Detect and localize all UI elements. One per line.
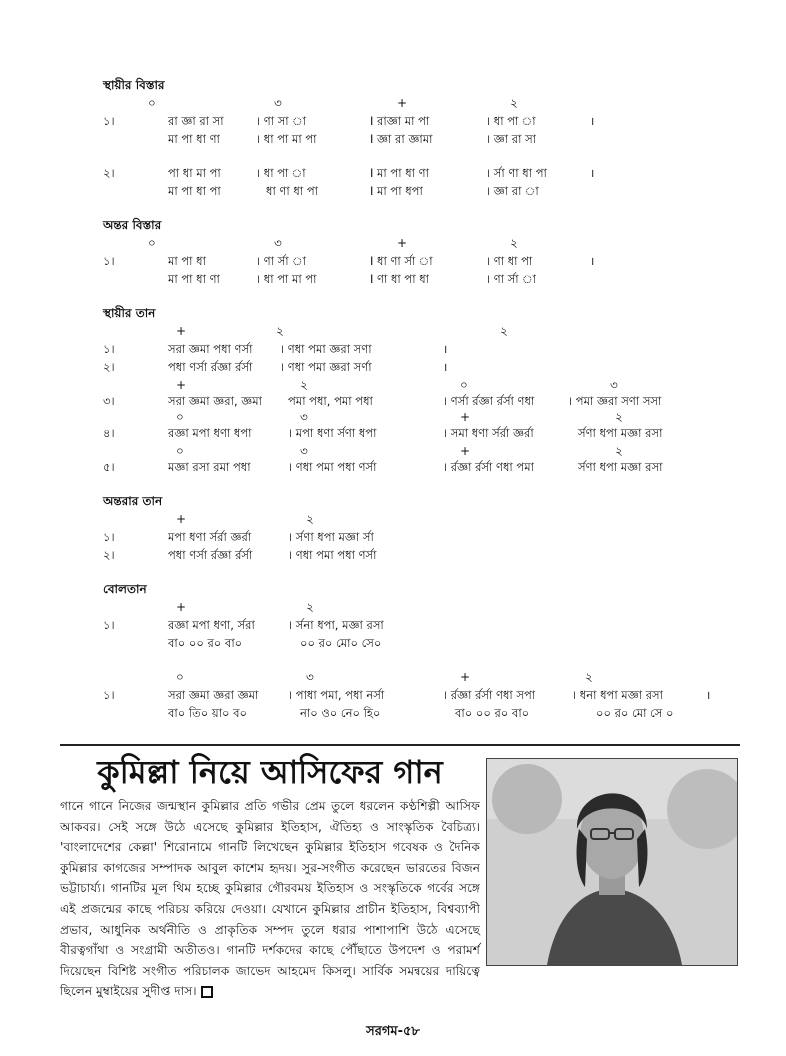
notation-cell: । ণধা পমা পধা ণর্সা (288, 460, 377, 474)
notation-cell: । র্সণা ধপা মজ্ঞা র্সা (288, 530, 374, 544)
taal-marker: ০ (460, 378, 468, 392)
taal-marker: ২ (585, 670, 593, 684)
bol-cell: বা০ ০০ র০ বা০ (455, 706, 530, 720)
sthayi-taan-heading: স্থায়ীর তান (103, 306, 156, 320)
notation-cell: মজ্ঞা রসা রমা পধা (168, 460, 251, 474)
taal-marker: + (176, 600, 187, 614)
taal-marker: ০ (176, 670, 184, 684)
notation-cell: র্সণা ধপা মজ্ঞা রসা (578, 460, 663, 474)
row-number: ২। (103, 166, 115, 180)
notation-cell: । ধা পা া (486, 114, 536, 128)
notation-cell: । ধা পা মা পা (256, 272, 317, 286)
taal-marker: ৩ (274, 236, 282, 250)
bar-line: । (590, 166, 595, 180)
notation-cell: । জ্ঞা রা সা (486, 132, 537, 146)
notation-cell: । ণা সা া (256, 114, 306, 128)
notation-cell: মপা ধণা র্সর্রা জ্ঞর্রা (168, 530, 252, 544)
notation-cell: সরা জ্ঞমা জ্ঞরা, জ্ঞমা (168, 394, 263, 408)
notation-cell: । র্সা ণা ধা পা (486, 166, 547, 180)
notation-cell: মা পা ধা (168, 254, 206, 268)
row-number: ২। (103, 360, 115, 374)
article-text: গানে গানে নিজের জন্মস্থান কুমিল্লার প্রতি গভীর প্রেম তুলে ধরলেন কণ্ঠশিল্পী আসিফ আকবর। সেই সঙ্গে উঠে এসেছে কুমিল্লার ইতিহাস, ঐতিহ্য ও সাংস্কৃতিক বৈচিত্র্য। 'বাংলাদেশের কেল্লা' শিরোনামে গানটি লিখেছেন কুমিল্লার ইতিহাস গবেষক ও দৈনিক কুমিল্লার কাগজের সম্পাদক আবুল কাশেম হৃদয়। সুর-সংগীত করেছেন ভারতের বিজন ভট্টাচার্য্য। গানটির মূল থিম হচ্ছে কুমিল্লার গৌরবময় ইতিহাস ও সংস্কৃতিকে গর্বের সঙ্গে এই প্রজন্মের কাছে পরিচয় করিয়ে দেওয়া। যেখানে কুমিল্লার প্রাচীন ইতিহাস, বিশ্বব্যাপী প্রভাব, আধুনিক অর্থনীতি ও প্রাকৃতিক সম্পদ তুলে ধরার পাশাপাশি উঠে এসেছে বীরত্বগাঁথা ও সংগ্রামী অতীতও। গানটি দর্শকদের কাছে পৌঁছাতে উপদেশ ও পরামর্শ দিয়েছেন বিশিষ্ট সংগীত পরিচালক জাভেদ আহমেদ কিসলু। সার্বিক সমন্বয়ের দায়িত্বে ছিলেন মুম্বাইয়ের সুদীপ্ত দাস। (60, 799, 480, 999)
notation-cell: । পমা জ্ঞরা সণা সসা (568, 394, 662, 408)
notation-cell: I মা পা ধা ণা (370, 166, 429, 180)
taal-marker: ৩ (300, 410, 308, 424)
notation-cell: র্সণা ধপা মজ্ঞা রসা (578, 426, 663, 440)
antara-taan-heading: অন্তরার তান (103, 494, 163, 508)
taal-marker: + (460, 410, 471, 424)
taal-marker: ৩ (274, 96, 282, 110)
sthayi-bistar-heading: স্থায়ীর বিস্তার (103, 78, 165, 92)
notation-cell: । ধনা ধপা মজ্ঞা রসা (572, 688, 663, 702)
notation-cell: । ণা র্সা া (256, 254, 306, 268)
section-divider (60, 744, 740, 746)
taal-marker: + (460, 670, 471, 684)
notation-cell: I মা পা ধপা (370, 184, 423, 198)
notation-cell: সরা জ্ঞমা জ্ঞরা জ্ঞমা (168, 688, 259, 702)
bar-line: । (590, 254, 595, 268)
notation-cell: । জ্ঞা রা া (486, 184, 539, 198)
bar-line: । (443, 342, 448, 356)
notation-cell: । ণা ধা পা (486, 254, 533, 268)
bol-cell: বা০ তি০ য়া০ ব০ (168, 706, 248, 720)
row-number: ১। (103, 254, 115, 268)
notation-cell: সরা জ্ঞমা পধা ণর্সা (168, 342, 253, 356)
taal-marker: ০ (148, 236, 156, 250)
notation-cell: । মপা ধণা র্সণা ধপা (288, 426, 377, 440)
row-number: ১। (103, 618, 115, 632)
bol-cell: ০০ র০ মো সে ০ (596, 706, 674, 720)
end-mark-icon (201, 986, 213, 998)
notation-cell: । ণর্সা র্রজ্ঞা র্রর্সা ণধা (443, 394, 535, 408)
taal-marker: + (176, 324, 187, 338)
bar-line: । (706, 688, 711, 702)
article-body (60, 796, 480, 1002)
notation-cell: পধা ণর্সা র্রজ্ঞা র্রর্সা (168, 548, 253, 562)
notation-cell: মা পা ধা পা (168, 184, 221, 198)
row-number: ১। (103, 530, 115, 544)
article-title: কুমিল্লা নিয়ে আসিফের গান (97, 753, 443, 791)
taal-marker: + (176, 378, 187, 392)
row-number: ৫। (103, 460, 115, 474)
taal-marker: ০ (176, 444, 184, 458)
notation-cell: । ণধা পমা পধা ণর্সা (288, 548, 377, 562)
taal-marker: ৩ (300, 444, 308, 458)
notation-cell: । পাধা পমা, পধা নর্সা (288, 688, 385, 702)
taal-marker: ০ (176, 410, 184, 424)
taal-marker: ২ (300, 378, 308, 392)
notation-cell: । ণধা পমা জ্ঞরা সণা (280, 342, 372, 356)
taal-marker: ২ (306, 600, 314, 614)
taal-marker: ২ (615, 444, 623, 458)
bar-line: । (590, 114, 595, 128)
row-number: ৪। (103, 426, 115, 440)
notation-cell: । সমা ধণা র্সর্রা জ্ঞর্রা (443, 426, 534, 440)
notation-cell: I জ্ঞা রা জ্ঞামা (370, 132, 433, 146)
taal-marker: ৩ (610, 378, 618, 392)
singer-photo (486, 758, 738, 966)
bol-cell: না০ ও০ নে০ হি০ (300, 706, 381, 720)
row-number: ৩। (103, 394, 115, 408)
taal-marker: + (397, 236, 408, 250)
notation-cell: । ধা পা া (256, 166, 306, 180)
row-number: ১। (103, 342, 115, 356)
taal-marker: ০ (148, 96, 156, 110)
notation-cell: I রাজ্ঞা মা পা (370, 114, 430, 128)
notation-cell: I ধা ণা র্সা া (370, 254, 433, 268)
notation-cell: রজ্ঞা মপা ধণা ধপা (168, 426, 252, 440)
taal-marker: + (397, 96, 408, 110)
taal-marker: ২ (510, 96, 518, 110)
page-number: সরগম-৫৮ (366, 1024, 420, 1039)
bol-cell: বা০ ০০ র০ বা০ (168, 636, 243, 650)
taal-marker: ২ (306, 512, 314, 526)
row-number: ১। (103, 688, 115, 702)
notation-cell: I ণা ধা পা ধা (370, 272, 430, 286)
taal-marker: ৩ (306, 670, 314, 684)
notation-cell: । র্রজ্ঞা র্রর্সা ণধা পমা (443, 460, 534, 474)
notation-cell: । ণা র্সা া (486, 272, 536, 286)
notation-cell: রা জ্ঞা রা সা (168, 114, 224, 128)
taal-marker: ২ (276, 324, 284, 338)
boltaan-heading: বোলতান (103, 582, 147, 596)
notation-cell: ধা ণা ধা পা (266, 184, 318, 198)
notation-cell: পা ধা মা পা (168, 166, 221, 180)
antara-bistar-heading: অন্তর বিস্তার (103, 218, 162, 232)
notation-cell: । ধা পা মা পা (256, 132, 317, 146)
bar-line: । (443, 360, 448, 374)
notation-cell: পমা পধা, পমা পধা (288, 394, 373, 408)
taal-marker: + (460, 444, 471, 458)
notation-cell: । র্সনা ধপা, মজ্ঞা রসা (288, 618, 384, 632)
row-number: ২। (103, 548, 115, 562)
notation-cell: মা পা ধা ণা (168, 272, 220, 286)
notation-cell: । ণধা পমা জ্ঞরা সর্ণা (280, 360, 372, 374)
portrait-illustration (487, 759, 737, 965)
taal-marker: ২ (510, 236, 518, 250)
notation-cell: মা পা ধা ণা (168, 132, 220, 146)
bol-cell: ০০ র০ মো০ সে০ (300, 636, 382, 650)
notation-cell: । র্রজ্ঞা র্রর্সা ণধা সপা (443, 688, 536, 702)
taal-marker: + (176, 512, 187, 526)
notation-cell: পধা ণর্সা র্রজ্ঞা র্রর্সা (168, 360, 253, 374)
row-number: ১। (103, 114, 115, 128)
taal-marker: ২ (500, 324, 508, 338)
taal-marker: ২ (615, 410, 623, 424)
notation-cell: রজ্ঞা মপা ধণা, র্সরা (168, 618, 255, 632)
